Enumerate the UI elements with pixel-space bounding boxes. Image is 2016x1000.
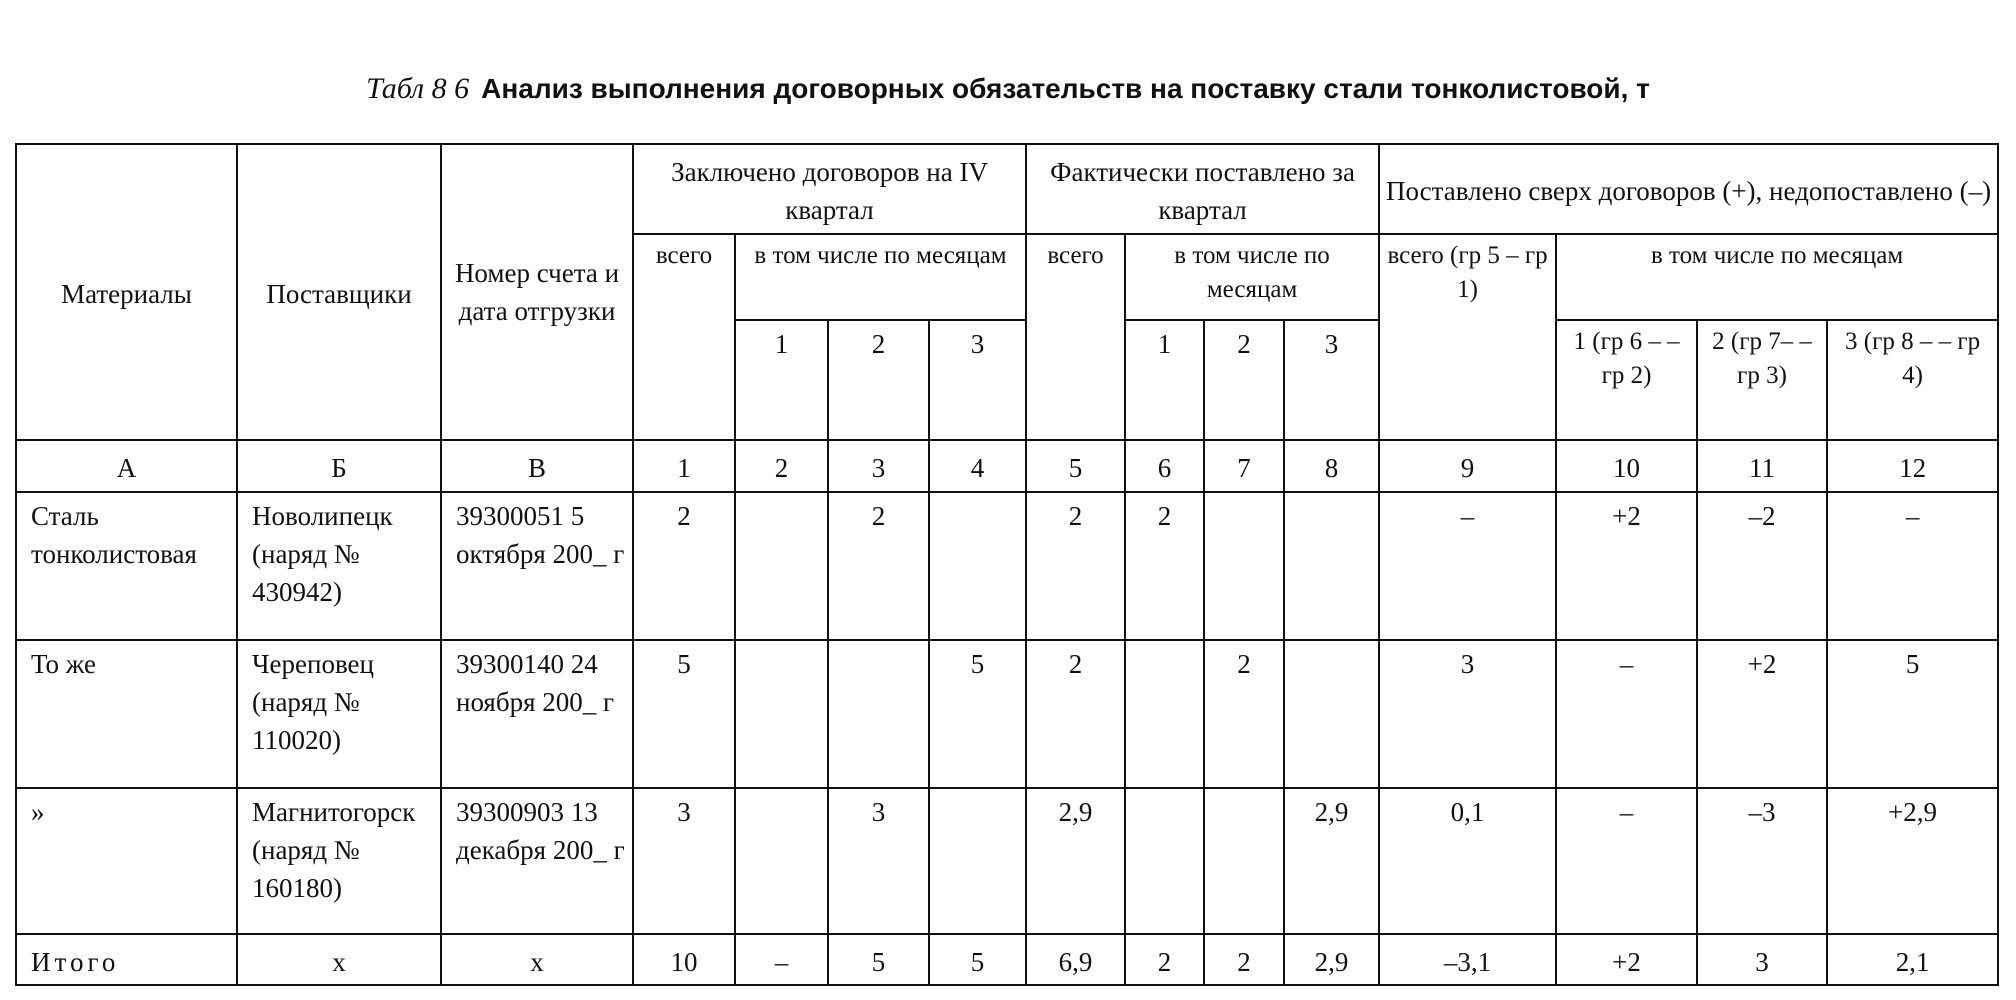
cell-value: 2,9 xyxy=(1026,788,1125,934)
contract-analysis-table xyxy=(15,143,1999,986)
header-contracted: Заключено договоров на IV квартал xyxy=(633,144,1026,234)
header-diff-months: в том числе по месяцам xyxy=(1556,234,1998,320)
header-contracted-m3: 3 xyxy=(929,320,1026,440)
col-code: 3 xyxy=(828,440,929,492)
col-code: 7 xyxy=(1204,440,1284,492)
col-code: 2 xyxy=(735,440,828,492)
header-invoice: Номер счета и дата отгрузки xyxy=(441,144,633,440)
cell-value: 2 xyxy=(633,492,735,640)
table-title xyxy=(0,72,2016,106)
cell-value xyxy=(1204,788,1284,934)
cell-value: 5 xyxy=(1827,640,1998,788)
cell-value: 2 xyxy=(1125,492,1204,640)
col-code: 9 xyxy=(1379,440,1556,492)
cell-value xyxy=(929,492,1026,640)
header-contracted-m2: 2 xyxy=(828,320,929,440)
table-row xyxy=(16,492,1998,640)
header-delivered-m2: 2 xyxy=(1204,320,1284,440)
cell-value: х xyxy=(441,934,633,985)
cell-value: 2,1 xyxy=(1827,934,1998,985)
cell-value: 2,9 xyxy=(1284,788,1379,934)
header-contracted-months: в том числе по месяцам xyxy=(735,234,1026,320)
cell-value: 5 xyxy=(828,934,929,985)
col-code: В xyxy=(441,440,633,492)
cell-value: –3 xyxy=(1697,788,1827,934)
cell-material: Сталь тонколистовая xyxy=(16,492,237,640)
col-code: 6 xyxy=(1125,440,1204,492)
header-suppliers: Поставщики xyxy=(237,144,441,440)
cell-value: 6,9 xyxy=(1026,934,1125,985)
cell-value xyxy=(735,492,828,640)
cell-value: – xyxy=(735,934,828,985)
cell-value: 3 xyxy=(633,788,735,934)
header-contracted-total: всего xyxy=(633,234,735,440)
cell-value: +2 xyxy=(1556,934,1697,985)
cell-value: +2,9 xyxy=(1827,788,1998,934)
cell-value xyxy=(735,640,828,788)
cell-value xyxy=(1284,640,1379,788)
cell-supplier: Новолипецк (наряд № 430942) xyxy=(237,492,441,640)
cell-supplier: Магнитогорск (наряд № 160180) xyxy=(237,788,441,934)
cell-value: 3 xyxy=(1379,640,1556,788)
col-code: 1 xyxy=(633,440,735,492)
cell-value: 2 xyxy=(1026,492,1125,640)
cell-value: – xyxy=(1556,788,1697,934)
header-diff-m3: 3 (гр 8 – – гр 4) xyxy=(1827,320,1998,440)
cell-invoice: 39300140 24 ноября 200_ г xyxy=(441,640,633,788)
cell-value: 2,9 xyxy=(1284,934,1379,985)
header-diff-m2: 2 (гр 7– – гр 3) xyxy=(1697,320,1827,440)
cell-value: 10 xyxy=(633,934,735,985)
cell-value xyxy=(828,640,929,788)
cell-value: 5 xyxy=(929,934,1026,985)
table-number: Табл 8 6 xyxy=(366,72,470,105)
cell-value: –3,1 xyxy=(1379,934,1556,985)
header-diff-total: всего (гр 5 – гр 1) xyxy=(1379,234,1556,440)
cell-value: 3 xyxy=(828,788,929,934)
header-delivered-m3: 3 xyxy=(1284,320,1379,440)
cell-value: 2 xyxy=(828,492,929,640)
table-row xyxy=(16,640,1998,788)
cell-value xyxy=(735,788,828,934)
col-code: А xyxy=(16,440,237,492)
cell-value: 2 xyxy=(1026,640,1125,788)
col-code: Б xyxy=(237,440,441,492)
col-code: 10 xyxy=(1556,440,1697,492)
col-code: 11 xyxy=(1697,440,1827,492)
table-caption: Анализ выполнения договорных обязательств на поставку стали тонколистовой, т xyxy=(481,73,1650,104)
header-delivered-months: в том числе по месяцам xyxy=(1125,234,1379,320)
header-row-1 xyxy=(16,144,1998,234)
cell-value: +2 xyxy=(1556,492,1697,640)
table-row xyxy=(16,788,1998,934)
cell-value: 2 xyxy=(1204,934,1284,985)
header-diff-m1: 1 (гр 6 – – гр 2) xyxy=(1556,320,1697,440)
cell-value xyxy=(1125,640,1204,788)
cell-value: – xyxy=(1556,640,1697,788)
header-delivered: Фактически поставлено за квартал xyxy=(1026,144,1379,234)
cell-value xyxy=(1284,492,1379,640)
cell-value xyxy=(929,788,1026,934)
cell-material: » xyxy=(16,788,237,934)
cell-invoice: 39300051 5 октября 200_ г xyxy=(441,492,633,640)
header-materials: Материалы xyxy=(16,144,237,440)
cell-value: +2 xyxy=(1697,640,1827,788)
header-delivered-total: всего xyxy=(1026,234,1125,440)
header-diff: Поставлено сверх договоров (+), недопоставлено (–) xyxy=(1379,144,1998,234)
cell-value: –2 xyxy=(1697,492,1827,640)
col-code: 4 xyxy=(929,440,1026,492)
cell-material: То же xyxy=(16,640,237,788)
cell-value: – xyxy=(1379,492,1556,640)
cell-value: 5 xyxy=(929,640,1026,788)
column-codes-row xyxy=(16,440,1998,492)
cell-value: 5 xyxy=(633,640,735,788)
cell-value xyxy=(1125,788,1204,934)
col-code: 8 xyxy=(1284,440,1379,492)
cell-value: 3 xyxy=(1697,934,1827,985)
total-row xyxy=(16,934,1998,985)
cell-value: 2 xyxy=(1204,640,1284,788)
cell-invoice: 39300903 13 декабря 200_ г xyxy=(441,788,633,934)
cell-value: 0,1 xyxy=(1379,788,1556,934)
cell-value xyxy=(1204,492,1284,640)
cell-value: – xyxy=(1827,492,1998,640)
cell-total-label: Итого xyxy=(16,934,237,985)
cell-value: х xyxy=(237,934,441,985)
header-delivered-m1: 1 xyxy=(1125,320,1204,440)
col-code: 5 xyxy=(1026,440,1125,492)
cell-value: 2 xyxy=(1125,934,1204,985)
col-code: 12 xyxy=(1827,440,1998,492)
cell-supplier: Череповец (наряд № 110020) xyxy=(237,640,441,788)
header-contracted-m1: 1 xyxy=(735,320,828,440)
